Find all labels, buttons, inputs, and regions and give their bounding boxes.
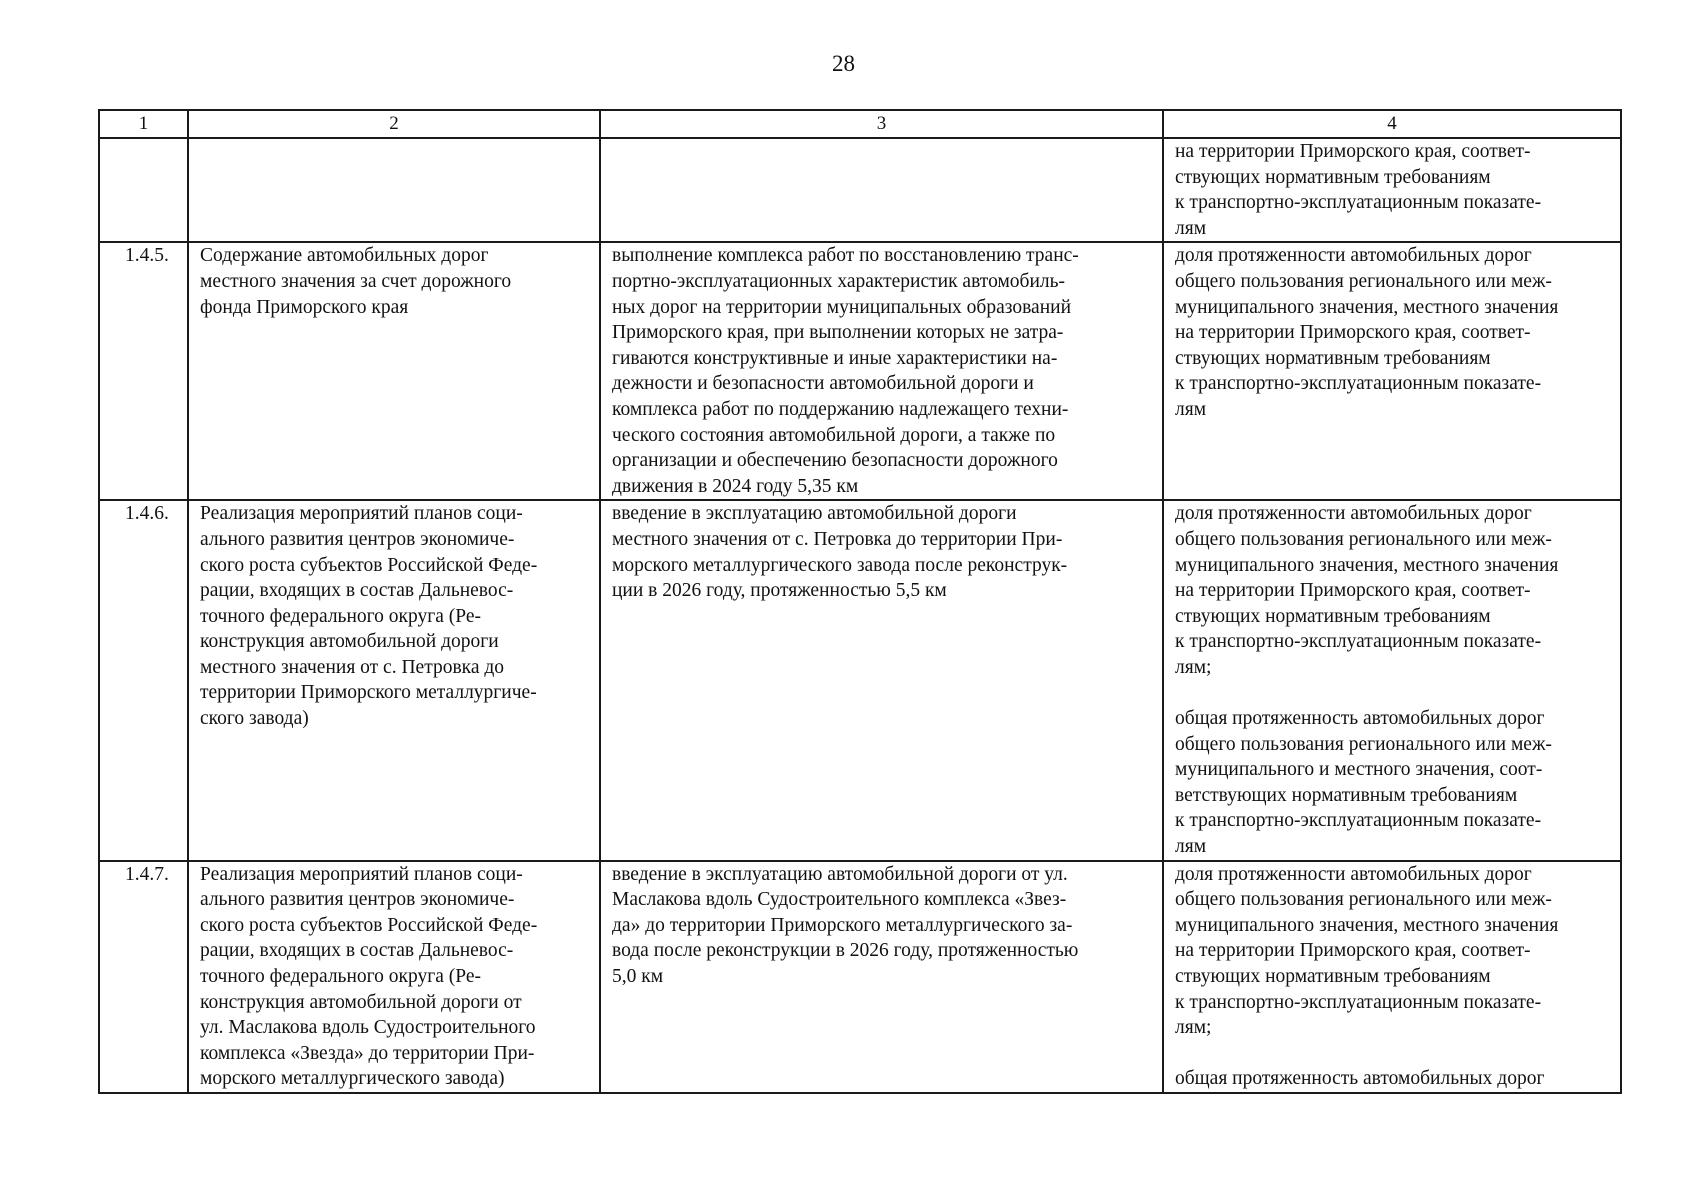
measure-indicators: доля протяженности автомобильных дорог общего пользования регионального или меж- муниципального значения, местного значения на территории Приморского края, соответ- ствующих нормативным требованиям к транспортно-эксплуатационным показате- лям; общая протяженность автомобильных дорог <box>1175 863 1559 1090</box>
column-header: 3 <box>600 110 1163 138</box>
measure-name: Реализация мероприятий планов соци- ального развития центров экономиче- ского роста субъектов Российской Феде- рации, входящих в состав Дальневос- точного федерального округа (Ре- конструкция автомобильной дороги местного значения от с. Петровка до территории Приморского металлургиче- ского завода) <box>200 503 538 730</box>
description-cell <box>600 242 1163 500</box>
table-row <box>99 861 1621 1093</box>
program-table <box>98 109 1622 1094</box>
measure-indicators: на территории Приморского края, соответ- ствующих нормативным требованиям к транспортно-эксплуатационным показате- лям <box>1175 141 1542 239</box>
row-number-cell <box>99 138 188 242</box>
row-number-cell <box>99 242 188 500</box>
measure-description: введение в эксплуатацию автомобильной дороги местного значения от с. Петровка до территории При- морского металлургического завода после реконструк- ции в 2026 году, протяженностью 5,5 км <box>612 503 1068 602</box>
column-header: 4 <box>1163 110 1621 138</box>
description-cell <box>600 138 1163 242</box>
row-number-cell <box>99 500 188 860</box>
column-header: 2 <box>188 110 600 138</box>
table-row <box>99 138 1621 242</box>
indicators-cell <box>1163 242 1621 500</box>
row-number: 1.4.7. <box>125 863 169 885</box>
indicators-cell <box>1163 861 1621 1093</box>
measure-name-cell <box>188 861 600 1093</box>
measure-name-cell <box>188 242 600 500</box>
measure-name-cell <box>188 500 600 860</box>
measure-description: введение в эксплуатацию автомобильной дороги от ул. Маслакова вдоль Судостроительного комплекса «Звез- да» до территории Приморского металлургического за- вода после реконструкции в 2026 году, протяженностью 5,0 км <box>612 863 1079 987</box>
page-number: 28 <box>832 51 855 76</box>
description-cell <box>600 861 1163 1093</box>
table-header-row <box>99 110 1621 138</box>
measure-description: выполнение комплекса работ по восстановлению транс- портно-эксплуатационных характеристик автомобиль- ных дорог на территории муниципальных образований Приморского края, при выполнении которых не затра- гиваются конструктивные и иные характеристики на- дежности и безопасности автомобильной дороги и комплекса работ по поддержанию надлежащего техни- ческого состояния автомобильной дороги, а также по организации и обеспечению безопасности дорожного движения в 2024 году 5,35 км <box>612 245 1079 497</box>
measure-indicators: доля протяженности автомобильных дорог общего пользования регионального или меж- муниципального значения, местного значения на территории Приморского края, соответ- ствующих нормативным требованиям к транспортно-эксплуатационным показате- лям; общая протяженность автомобильных дорог общего пользования регионального или меж- муниципального и местного значения, соот- ветствующих нормативным требованиям к транспортно-эксплуатационным показате- лям <box>1175 503 1559 858</box>
row-number-cell <box>99 861 188 1093</box>
measure-name: Содержание автомобильных дорог местного значения за счет дорожного фонда Приморского края <box>200 245 512 318</box>
column-header: 1 <box>99 110 188 138</box>
description-cell <box>600 500 1163 860</box>
indicators-cell <box>1163 500 1621 860</box>
measure-indicators: доля протяженности автомобильных дорог общего пользования регионального или меж- муниципального значения, местного значения на территории Приморского края, соответ- ствующих нормативным требованиям к транспортно-эксплуатационным показате- лям <box>1175 245 1559 420</box>
measure-name: Реализация мероприятий планов соци- ального развития центров экономиче- ского роста субъектов Российской Феде- рации, входящих в состав Дальневос- точного федерального округа (Ре- конструкция автомобильной дороги от ул. Маслакова вдоль Судостроительного комплекса «Звезда» до территории При- морского металлургического завода) <box>200 863 538 1090</box>
indicators-cell <box>1163 138 1621 242</box>
table-row <box>99 500 1621 860</box>
measure-name-cell <box>188 138 600 242</box>
row-number: 1.4.5. <box>125 245 169 267</box>
row-number: 1.4.6. <box>125 503 169 525</box>
table-row <box>99 242 1621 500</box>
